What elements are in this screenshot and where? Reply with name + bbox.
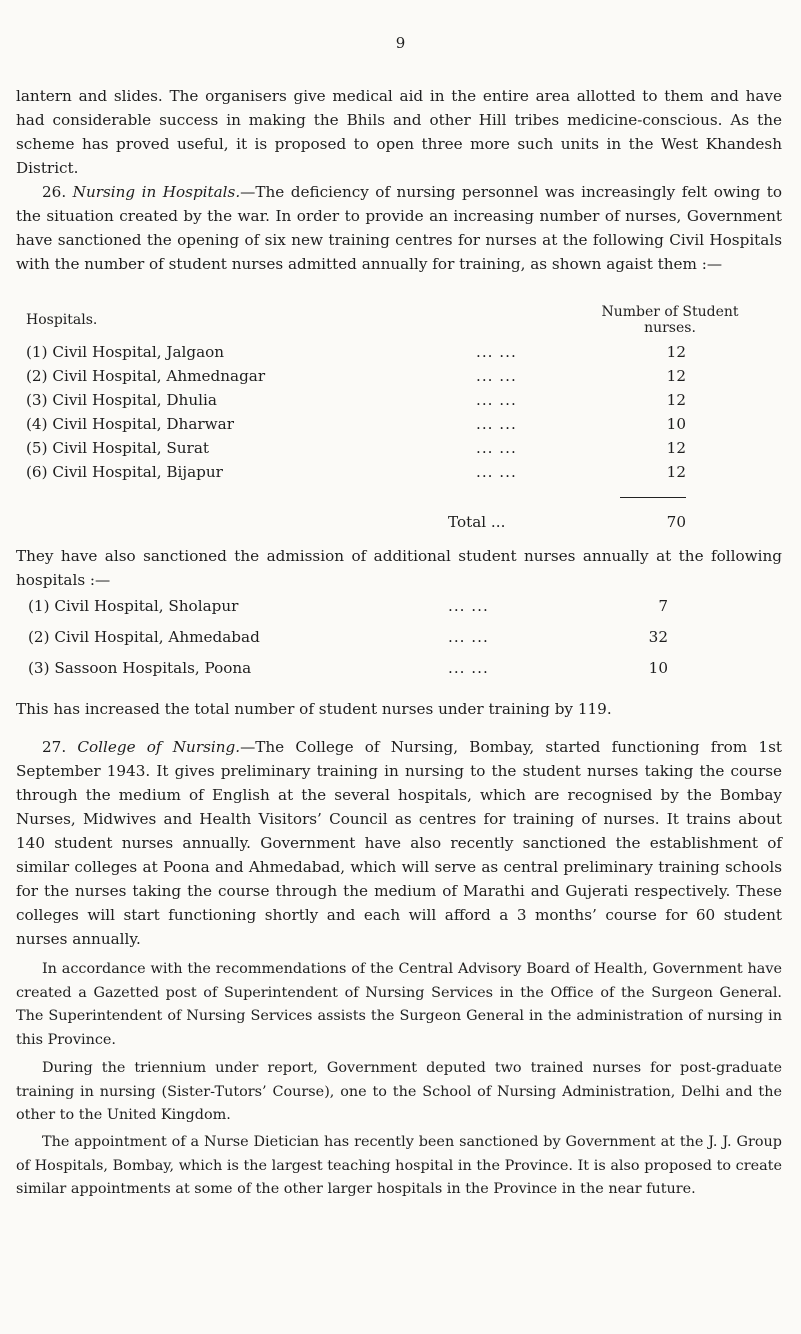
section-26-heading: Nursing in Hospitals. [72,183,241,201]
column-header-nurses: Number of Student nurses. [601,304,739,336]
total-row [448,510,686,534]
additional-paragraph: They have also sanctioned the admission of additional student nurses annually at the following hospitals :— [16,547,782,589]
section-27-dash: — [240,738,256,756]
column-header-hospitals: Hospitals. [26,312,98,328]
row-dots: ... ... [476,367,517,385]
total-value: 70 [666,513,686,531]
row-value: 12 [666,463,686,481]
row-value: 12 [666,367,686,385]
row-label: (3) Sassoon Hospitals, Poona [28,659,252,677]
section-26-paragraph [16,180,782,276]
total-rule [620,497,686,498]
table-row [26,460,686,484]
row-label: (1) Civil Hospital, Sholapur [28,597,239,615]
table-row [26,340,686,364]
intro-paragraph: lantern and slides. The organisers give medical aid in the entire area allotted to them and have had considerable success in making the Bhils and other Hill tribes medicine-conscious. As the scheme has proved useful, it is proposed to open three more such units in the West Khandesh District. [16,87,782,177]
section-27-number: 27. [42,738,67,756]
row-label: (1) Civil Hospital, Jalgaon [26,343,225,361]
row-label: (4) Civil Hospital, Dharwar [26,415,234,433]
table-row [26,436,686,460]
row-value: 12 [666,343,686,361]
row-dots: ... ... [448,659,489,677]
row-label: (2) Civil Hospital, Ahmednagar [26,367,266,385]
accordance-paragraph: In accordance with the recommendations of the Central Advisory Board of Health, Government have created a Gazetted post of Superintendent of Nursing Services in the Office of the Surgeon General. The Superintendent of Nursing Services assists the Surgeon General in the administration of nursing in this Province. [16,961,782,1048]
dietician-paragraph: The appointment of a Nurse Dietician has recently been sanctioned by Government at the J. J. Group of Hospitals, Bombay, which is the largest teaching hospital in the Province. It is also proposed to create similar appointments at some of the other larger hospitals in the Province in the near future. [16,1134,782,1197]
row-value: 32 [648,628,668,646]
table-row [26,364,686,388]
row-dots: ... ... [448,597,489,615]
section-27-paragraph [16,735,782,951]
table-row [28,594,668,618]
row-dots: ... ... [476,415,517,433]
row-label: (6) Civil Hospital, Bijapur [26,463,223,481]
row-value: 10 [666,415,686,433]
section-26-text: The deficiency of nursing personnel was increasingly felt owing to the situation created by the war. In order to provide an increasing number of nurses, Government have sanctioned the opening of six new training centres for nurses at the following Civil Hospitals with the number of student nurses admitted annually for training, as shown agaist them :— [16,183,782,273]
table-row [28,656,668,680]
section-27-text: The College of Nursing, Bombay, started functioning from 1st September 1943. It gives preliminary training in nursing to the student nurses taking the course through the medium of English at the several hospitals, which are recognised by the Bombay Nurses, Midwives and Health Visitors’ Council as centres for training of nurses. It trains about 140 student nurses annually. Government have also recently sanctioned the establishment of similar colleges at Poona and Ahmedabad, which will serve as central preliminary training schools for the nurses taking the course through the medium of Marathi and Gujerati respectively. These colleges will start functioning shortly and each will afford a 3 months’ course for 60 student nurses annually. [16,738,782,948]
section-26-dash: — [240,183,256,201]
row-label: (5) Civil Hospital, Surat [26,439,209,457]
table-row [26,412,686,436]
triennium-paragraph: During the triennium under report, Government deputed two trained nurses for post-graduate training in nursing (Sister-Tutors’ Course), one to the School of Nursing Administration, Delhi and the other to the United Kingdom. [16,1060,782,1123]
section-27-heading: College of Nursing. [77,738,241,756]
row-dots: ... ... [476,391,517,409]
row-value: 10 [648,659,668,677]
row-dots: ... ... [476,439,517,457]
row-label: (2) Civil Hospital, Ahmedabad [28,628,260,646]
row-dots: ... ... [476,343,517,361]
row-value: 12 [666,439,686,457]
row-label: (3) Civil Hospital, Dhulia [26,391,217,409]
total-label: Total ... [448,513,506,531]
section-26-number: 26. [42,183,67,201]
row-dots: ... ... [448,628,489,646]
row-value: 12 [666,391,686,409]
increase-paragraph: This has increased the total number of student nurses under training by 119. [16,700,612,718]
table-row [28,625,668,649]
table-row [26,388,686,412]
row-value: 7 [658,597,668,615]
page-number: 9 [395,34,406,52]
row-dots: ... ... [476,463,517,481]
